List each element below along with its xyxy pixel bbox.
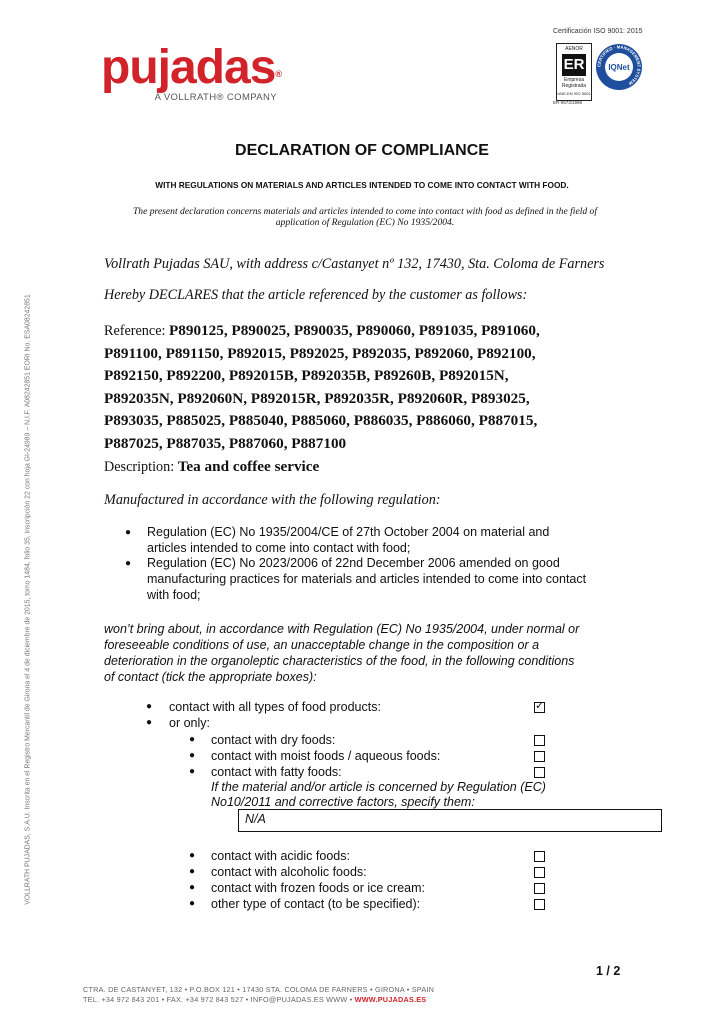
certification-caption: Certificación ISO 9001: 2015 [553, 28, 643, 35]
bullet: ● [189, 734, 196, 745]
registry-side-text: VOLLRATH PUJADAS, S.A.U. Inscrita en el Registro Mercantil de Girona el 4 de diciembre de 2015, tomo 1484, folio 35, inscripción 22 con hoja GI-24989 – N.I.F. A08242851 EORI No. ESA08242851 [24, 294, 32, 905]
company-logo [101, 41, 282, 103]
contact-other-label: other type of contact (to be specified): [211, 897, 421, 911]
regulation-item [147, 556, 607, 603]
contact-moist-label: contact with moist foods / aqueous foods: [211, 749, 441, 763]
bullet: ● [189, 866, 196, 877]
reference-label: Reference: [104, 323, 169, 339]
contact-acidic-checkbox[interactable] [534, 851, 545, 862]
check-mark-icon: ✓ [535, 700, 545, 712]
document-title: DECLARATION OF COMPLIANCE [235, 142, 489, 159]
manufactured-statement: Manufactured in accordance with the following regulation: [104, 492, 441, 508]
specification-value: N/A [245, 812, 266, 826]
bullet: ● [189, 882, 196, 893]
footer-website-link[interactable]: WWW.PUJADAS.ES [354, 995, 427, 1004]
description-value: Tea and coffee service [177, 458, 320, 475]
contact-dry-checkbox[interactable] [534, 735, 545, 746]
footer-contact [83, 995, 426, 1004]
wont-line: foreseeable conditions of use, an unacceptable change in the composition or a [104, 637, 540, 652]
aenor-label: AENOR [565, 46, 583, 52]
reference-line: P887025, P887035, P887060, P887100 [104, 434, 347, 452]
contact-alcoholic-label: contact with alcoholic foods: [211, 865, 367, 879]
regulation-item [147, 525, 607, 557]
logo-wordmark: pujadas® [101, 41, 282, 94]
bullet: ● [189, 898, 196, 909]
bullet: ● [146, 701, 153, 712]
regulation-line: Regulation (EC) No 1935/2004/CE of 27th October 2004 on material and [147, 525, 550, 539]
specification-line: No10/2011 and corrective factors, specify them: [211, 795, 475, 809]
aenor-er-mark: ER [562, 54, 586, 76]
footer-contact-text: TEL. +34 972 843 201 • FAX. +34 972 843 527 • INFO@PUJADAS.ES WWW • [83, 995, 355, 1004]
wont-line: deterioration in the organoleptic characteristics of the food, in the following conditions [104, 653, 575, 668]
reference-line: P892150, P892200, P892015B, P892035B, P89260B, P892015N, [104, 367, 509, 384]
bullet: ● [189, 850, 196, 861]
reference-line: P893035, P885025, P885040, P885060, P886035, P886060, P887015, [104, 412, 538, 429]
bullet: ● [189, 766, 196, 777]
bullet: ● [146, 717, 153, 728]
contact-all-types-label: contact with all types of food products: [169, 700, 381, 714]
regulation-line: manufacturing practices for materials and articles intended to come into contact [147, 571, 587, 586]
document-subtitle: WITH REGULATIONS ON MATERIALS AND ARTICLES INTENDED TO COME INTO CONTACT WITH FOOD. [155, 180, 569, 190]
contact-alcoholic-checkbox[interactable] [534, 867, 545, 878]
aenor-code: ER-0673/1998 [553, 100, 583, 105]
contact-fatty-checkbox[interactable] [534, 767, 545, 778]
contact-fatty-label: contact with fatty foods: [211, 765, 342, 779]
regulation-line: with food; [147, 587, 201, 602]
page-number: 1 / 2 [596, 964, 621, 978]
contact-dry-label: contact with dry foods: [211, 733, 336, 747]
aenor-standard-text: UNE-EN ISO 9001 [557, 91, 591, 96]
bullet: ● [189, 750, 196, 761]
bullet: ● [125, 558, 132, 569]
iqnet-certification-logo [595, 43, 643, 96]
wont-paragraph [104, 622, 609, 686]
aenor-certification-logo [556, 43, 592, 101]
footer-address: CTRA. DE CASTANYET, 132 • P.O.BOX 121 • 17430 STA. COLOMA DE FARNERS • GIRONA • SPAIN [83, 985, 435, 994]
reference-line: P892035N, P892060N, P892015R, P892035R, P892060R, P893025, [104, 389, 530, 407]
iqnet-ring-text: CERTIFIED · MANAGEMENT SYSTEM [596, 44, 642, 87]
iqnet-center-text: IQNet [608, 63, 630, 72]
logo-subtitle: A VOLLRATH® COMPANY [154, 92, 278, 103]
description-label: Description: [104, 459, 178, 475]
declares-statement: Hereby DECLARES that the article referenced by the customer as follows: [104, 287, 528, 303]
or-only-label: or only: [169, 716, 210, 730]
specification-field[interactable] [238, 809, 662, 832]
description [104, 458, 319, 476]
regulation-line: articles intended to come into contact with food; [147, 540, 411, 555]
contact-frozen-label: contact with frozen foods or ice cream: [211, 881, 425, 895]
contact-moist-checkbox[interactable] [534, 751, 545, 762]
reference-line: P891100, P891150, P892015, P892025, P892035, P892060, P892100, [104, 344, 536, 362]
wont-line: won’t bring about, in accordance with Regulation (EC) No 1935/2004, under normal or [104, 622, 580, 636]
bullet: ● [125, 527, 132, 538]
wont-line: of contact (tick the appropriate boxes): [104, 669, 317, 684]
company-address: Vollrath Pujadas SAU, with address c/Castanyet nº 132, 17430, Sta. Coloma de Farners [104, 256, 605, 272]
reference-line: P890125, P890025, P890035, P890060, P891035, P891060, [168, 322, 540, 339]
regulation-line: Regulation (EC) No 2023/2006 of 22nd December 2006 amended on good [147, 556, 560, 570]
reference-block [104, 320, 604, 455]
specification-note [211, 780, 581, 810]
contact-acidic-label: contact with acidic foods: [211, 849, 350, 863]
aenor-registered-text: Empresa Registrada [561, 77, 587, 89]
contact-frozen-checkbox[interactable] [534, 883, 545, 894]
contact-all-types-checkbox[interactable] [534, 702, 545, 713]
contact-other-checkbox[interactable] [534, 899, 545, 910]
specification-line: If the material and/or article is concerned by Regulation (EC) [211, 780, 546, 794]
intro-paragraph: The present declaration concerns materials and articles intended to come into contact with food as defined in the field of application of Regulation (EC) No 1935/2004. [132, 206, 598, 228]
